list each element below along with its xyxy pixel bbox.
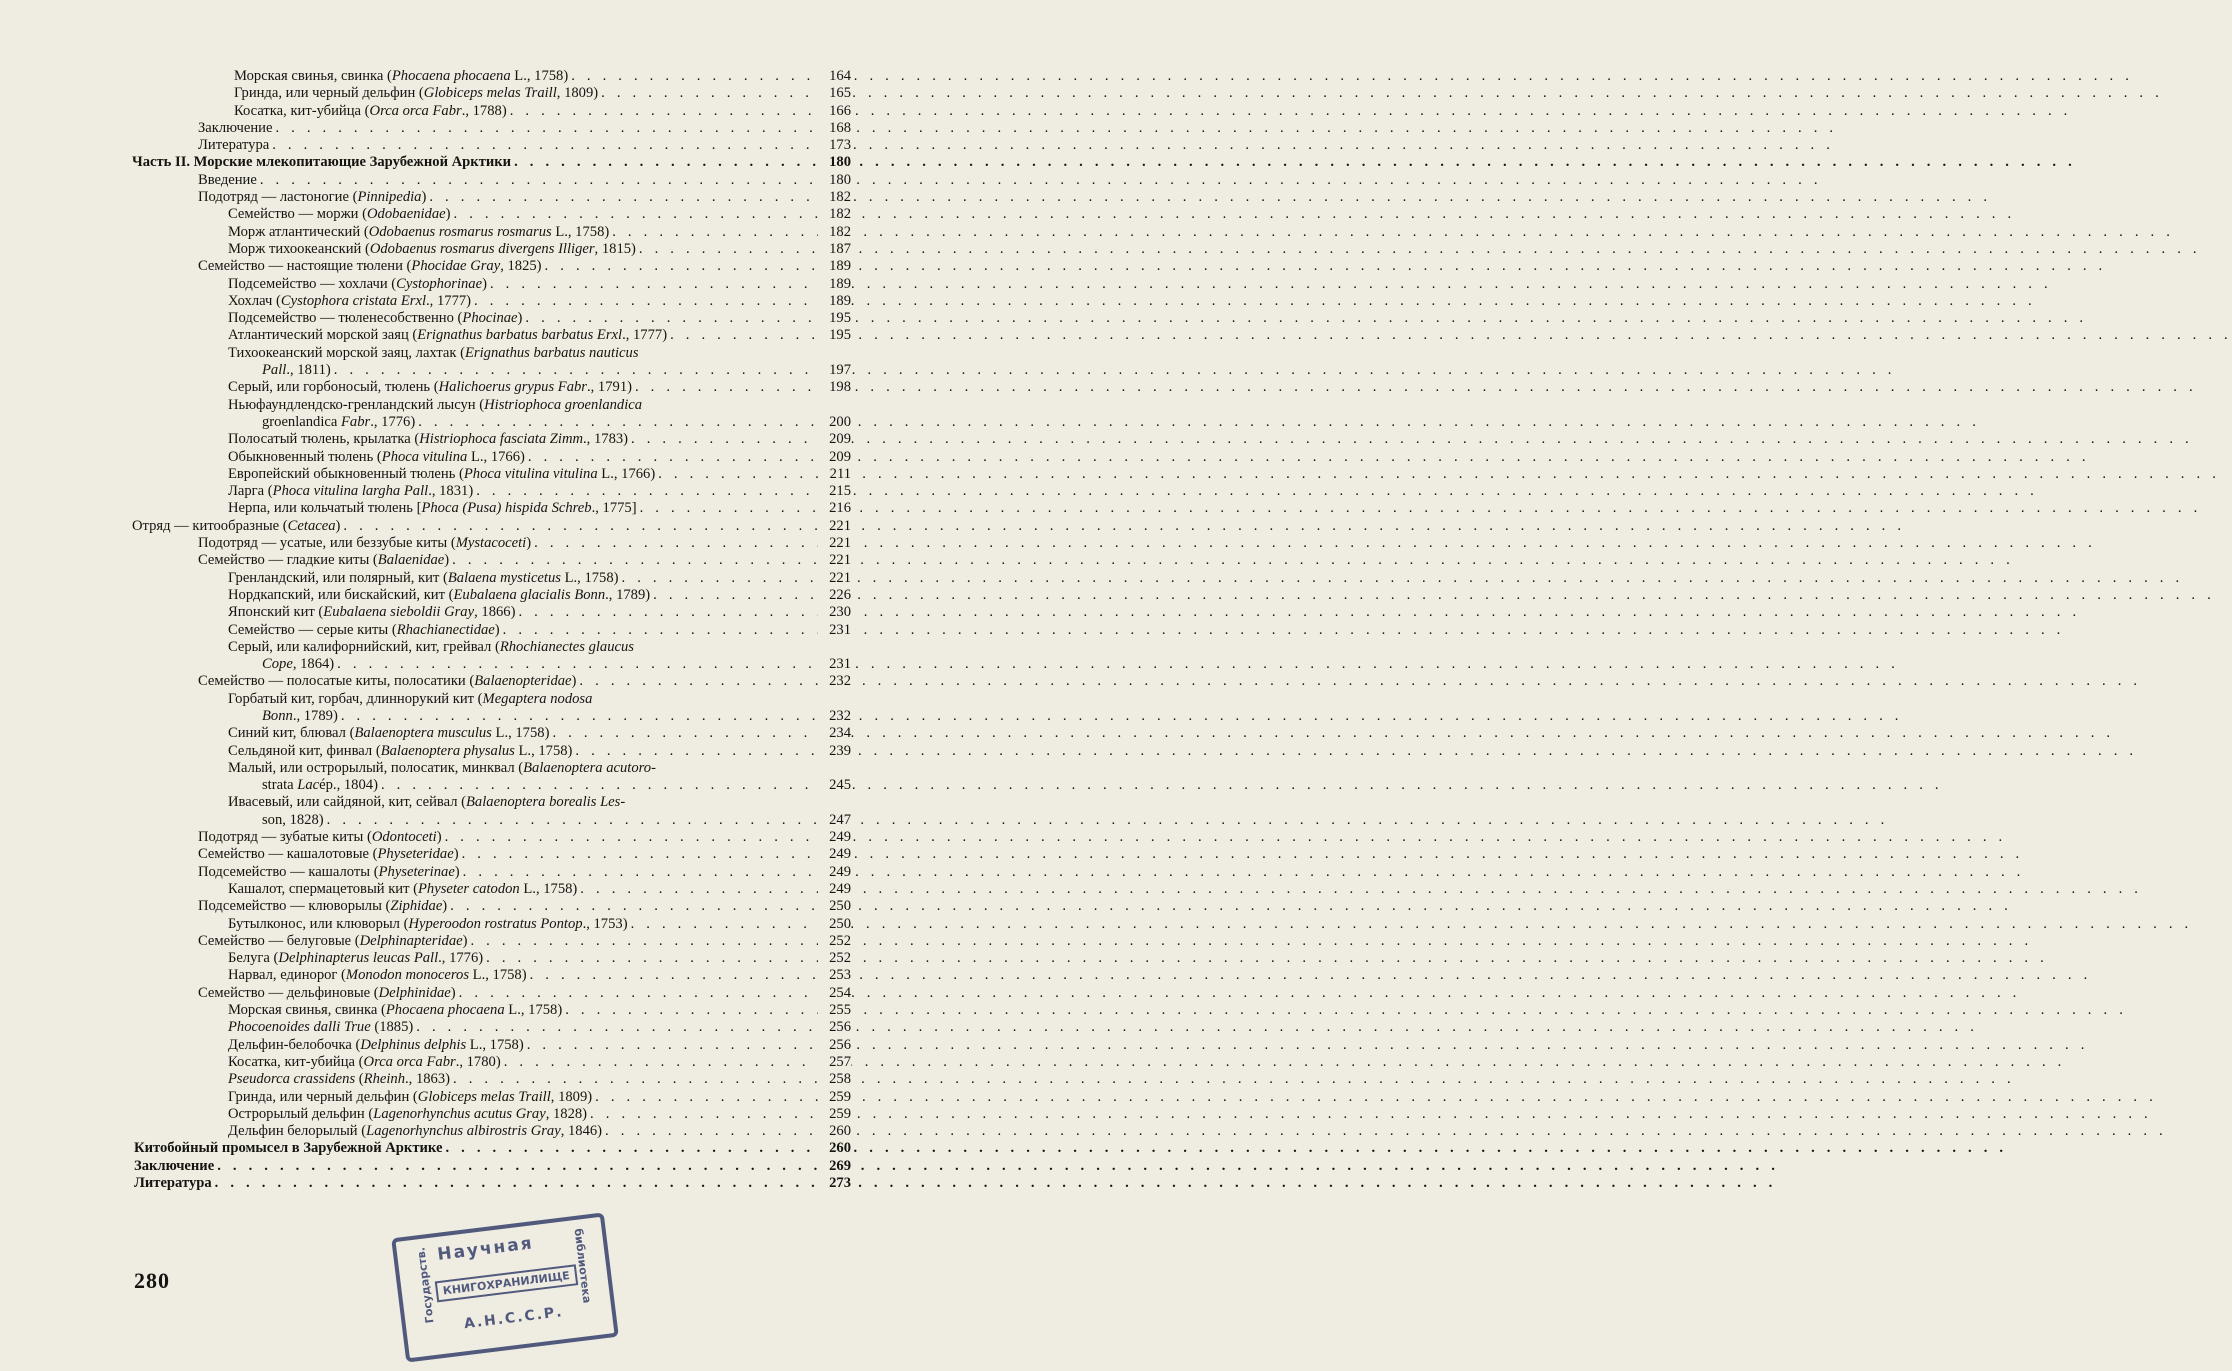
stamp-line-3: А.Н.С.С.Р.	[463, 1304, 565, 1333]
toc-entry-page: 259	[818, 1106, 851, 1123]
leader-dots	[592, 1089, 818, 1106]
leader-dots	[212, 1175, 818, 1192]
toc-entry-title: Дельфин белорылый (Lagenorhynchus albirostris Gray, 1846)	[228, 1123, 603, 1140]
toc-entry-title: Семейство — серые киты (Rhachianectidae)	[228, 621, 500, 638]
toc-entry-title: Морж тихоокеанский (Odobaenus rosmarus divergens Illiger, 1815)	[228, 240, 636, 257]
table-of-contents	[0, 68, 869, 1192]
toc-entry	[0, 639, 869, 674]
toc-entry-page: 252	[818, 950, 851, 967]
toc-entry	[0, 1089, 869, 1106]
toc-entry-title: Семейство — полосатые киты, полосатики (Balaenopteridae)	[198, 673, 577, 690]
leader-dots	[549, 725, 818, 742]
toc-entry-page: 166	[818, 103, 851, 120]
toc-entry-page: 197	[818, 362, 851, 379]
toc-entry	[0, 466, 869, 483]
toc-entry-title-continued: groenlandica Fabr., 1776)	[262, 413, 416, 430]
toc-entry-title: Часть II. Морские млекопитающие Зарубежной Арктики	[132, 154, 512, 171]
toc-entry	[0, 570, 869, 587]
stamp-line-2: КНИГОХРАНИЛИЩЕ	[435, 1264, 578, 1302]
toc-entry-title: Острорылый дельфин (Lagenorhynchus acutus Gray, 1828)	[228, 1105, 588, 1122]
toc-entry-title: Phocoenoides dalli True (1885)	[228, 1019, 414, 1036]
toc-entry-page: 198	[818, 379, 851, 396]
toc-entry-title: Белуга (Delphinapterus leucas Pall., 1776)	[228, 950, 484, 967]
toc-entry-title: Литература	[134, 1175, 212, 1191]
leader-dots	[471, 293, 818, 310]
toc-entry-page: 253	[818, 967, 851, 984]
toc-entry	[0, 1002, 869, 1019]
toc-entry-page: 232	[818, 673, 851, 690]
library-stamp	[391, 1212, 619, 1362]
toc-entry-title-continued: Bonn., 1789)	[262, 707, 338, 724]
toc-entry-title: Литература	[198, 137, 270, 154]
toc-entry-page: 182	[818, 224, 851, 241]
toc-entry-page: 165	[818, 85, 851, 102]
toc-entry	[0, 950, 869, 967]
toc-entry	[0, 1071, 869, 1088]
toc-entry	[0, 933, 869, 950]
toc-entry-page: 221	[818, 570, 851, 587]
toc-entry-title: Сельдяной кит, финвал (Balaenoptera physalus L., 1758)	[228, 742, 573, 759]
stamp-left-text: Госудaрств.	[414, 1246, 437, 1324]
toc-entry-page: 195	[818, 310, 851, 327]
leader-dots	[456, 985, 818, 1002]
toc-entry-page: 249	[818, 846, 851, 863]
toc-entry-title: Малый, или острорылый, полосатик, минквал (Balaenoptera acutoro-	[228, 759, 656, 776]
toc-entry-page: 164	[818, 68, 851, 85]
leader-dots	[340, 518, 818, 535]
toc-entry-title: Косатка, кит-убийца (Orca orca Fabr., 1788)	[234, 102, 507, 119]
toc-entry	[0, 241, 869, 258]
toc-entry-title: Японский кит (Eubalaena sieboldii Gray, 1866)	[228, 604, 516, 621]
leader-dots	[568, 68, 818, 85]
toc-entry-page: 273	[818, 1175, 851, 1192]
leader-dots	[487, 276, 818, 293]
leader-dots	[413, 1019, 818, 1036]
toc-entry-title: Семейство — кашалотовые (Physeteridae)	[198, 846, 459, 863]
toc-entry	[0, 725, 869, 742]
leader-dots	[257, 172, 818, 189]
toc-entry-title: Морж атлантический (Odobaenus rosmarus rosmarus L., 1758)	[228, 223, 610, 240]
toc-entry-page: 216	[818, 500, 851, 517]
toc-entry-title: Хохлач (Cystophora cristata Erxl., 1777)	[228, 292, 472, 309]
toc-entry-title: Гренландский, или полярный, кит (Balaena mysticetus L., 1758)	[228, 569, 619, 586]
toc-entry-page: 209	[818, 449, 851, 466]
toc-entry	[0, 68, 869, 85]
leader-dots	[378, 777, 818, 794]
toc-entry-page: 249	[818, 881, 851, 898]
toc-entry	[0, 120, 869, 137]
leader-dots	[576, 673, 818, 690]
toc-entry-title: Серый, или горбоносый, тюлень (Halichoerus grypus Fabr., 1791)	[228, 379, 632, 396]
toc-entry-page: 269	[818, 1158, 851, 1175]
toc-entry-page: 221	[818, 552, 851, 569]
toc-entry-title: Семейство — гладкие киты (Balaenidae)	[198, 552, 450, 569]
toc-entry-title: Подотряд — зубатые киты (Odontoceti)	[198, 829, 442, 846]
leader-dots	[338, 708, 818, 725]
toc-entry-page: 247	[818, 812, 851, 829]
leader-dots	[334, 656, 818, 673]
stamp-right-text: библиотека	[571, 1227, 594, 1304]
leader-dots	[467, 933, 818, 950]
toc-entry-page: 200	[818, 414, 851, 431]
leader-dots	[272, 120, 818, 137]
toc-entry	[0, 137, 869, 154]
toc-entry-page: 250	[818, 898, 851, 915]
toc-entry-page: 209	[818, 431, 851, 448]
page-number: 280	[134, 1268, 170, 1293]
toc-entry	[0, 864, 869, 881]
toc-entry	[0, 224, 869, 241]
toc-entry	[0, 622, 869, 639]
toc-entry-title: Обыкновенный тюлень (Phoca vitulina L., 1766)	[228, 448, 525, 465]
leader-dots	[572, 743, 818, 760]
toc-entry	[0, 258, 869, 275]
leader-dots	[459, 846, 818, 863]
toc-entry-title: Семейство — моржи (Odobaenidae)	[228, 206, 451, 223]
leader-dots	[447, 898, 818, 915]
toc-entry	[0, 103, 869, 120]
toc-entry	[0, 397, 869, 432]
stamp-line-1: Научная	[436, 1233, 535, 1265]
toc-entry-page: 231	[818, 656, 851, 673]
leader-dots	[650, 587, 818, 604]
toc-entry	[0, 1019, 869, 1036]
toc-entry	[0, 604, 869, 621]
toc-entry-title: Атлантический морской заяц (Erignathus barbatus barbatus Erxl., 1777)	[228, 327, 668, 344]
toc-entry-page: 252	[818, 933, 851, 950]
toc-entry	[0, 500, 869, 517]
toc-entry-page: 256	[818, 1019, 851, 1036]
toc-entry-title: Подсемейство — клюворылы (Ziphidae)	[198, 898, 448, 915]
leader-dots	[451, 206, 819, 223]
toc-entry	[0, 449, 869, 466]
toc-entry-title: Ивасевый, или сайдяной, кит, сейвал (Balaenoptera borealis Les-	[228, 794, 626, 811]
leader-dots	[442, 829, 818, 846]
toc-entry-title: Дельфин-белобочка (Delphinus delphis L., 1758)	[228, 1036, 524, 1053]
toc-entry-title: Горбатый кит, горбач, длиннорукий кит (Megaptera nodosa	[228, 690, 593, 707]
toc-entry	[0, 552, 869, 569]
toc-entry-page: 211	[818, 466, 851, 483]
toc-entry-page: 231	[818, 622, 851, 639]
toc-entry-title: Подсемейство — кашалоты (Physeterinae)	[198, 863, 460, 880]
toc-entry	[0, 846, 869, 863]
toc-entry-title: Отряд — китообразные (Cetacea)	[132, 517, 341, 534]
toc-entry	[0, 587, 869, 604]
toc-entry	[0, 1037, 869, 1054]
toc-entry-page: 234	[818, 725, 851, 742]
toc-entry-title: Гринда, или черный дельфин (Globiceps melas Traill, 1809)	[228, 1088, 593, 1105]
toc-entry	[0, 1175, 869, 1192]
toc-entry	[0, 276, 869, 293]
toc-entry-title-continued: strata Lacép., 1804)	[262, 777, 378, 794]
leader-dots	[269, 137, 818, 154]
toc-entry-title-continued: son, 1828)	[262, 811, 324, 828]
leader-dots	[450, 1071, 818, 1088]
toc-entry-title: Тихоокеанский морской заяц, лахтак (Erignathus barbatus nauticus	[228, 344, 639, 361]
toc-entry	[0, 431, 869, 448]
toc-entry-page: 259	[818, 1089, 851, 1106]
toc-entry-title: Синий кит, блювал (Balaenoptera musculus L., 1758)	[228, 725, 550, 742]
toc-entry-title: Полосатый тюлень, крылатка (Histriophoca fasciata Zimm., 1783)	[228, 431, 629, 448]
toc-entry-page: 255	[818, 1002, 851, 1019]
leader-dots	[637, 500, 818, 517]
leader-dots	[331, 362, 818, 379]
toc-entry-page: 256	[818, 1037, 851, 1054]
toc-entry	[0, 293, 869, 310]
leader-dots	[460, 864, 818, 881]
leader-dots	[473, 483, 818, 500]
toc-entry	[0, 189, 869, 206]
toc-entry-title: Подотряд — усатые, или беззубые киты (Mystacoceti)	[198, 535, 532, 552]
toc-entry-title: Заключение	[134, 1157, 215, 1174]
toc-entry-page: 180	[818, 154, 851, 171]
toc-entry-title: Подсемейство — тюленесобственно (Phocinae)	[228, 310, 523, 327]
leader-dots	[214, 1158, 818, 1175]
toc-entry-title: Подотряд — ластоногие (Pinnipedia)	[198, 189, 427, 206]
toc-entry	[0, 345, 869, 380]
toc-entry-page: 232	[818, 708, 851, 725]
leader-dots	[587, 1106, 818, 1123]
toc-entry	[0, 1106, 869, 1123]
toc-entry-title: Кашалот, спермацетовый кит (Physeter catodon L., 1758)	[228, 880, 578, 897]
toc-entry-page: 182	[818, 206, 851, 223]
toc-entry-title: Бутылконос, или клюворыл (Hyperoodon rostratus Pontop., 1753)	[228, 915, 628, 932]
leader-dots	[527, 967, 818, 984]
leader-dots	[522, 310, 818, 327]
leader-dots	[501, 1054, 818, 1071]
toc-entry-title: Семейство — белуговые (Delphinapteridae)	[198, 932, 468, 949]
leader-dots	[449, 552, 818, 569]
toc-entry-title: Семейство — дельфиновые (Delphinidae)	[198, 984, 456, 1001]
leader-dots	[667, 327, 818, 344]
toc-entry-page: 180	[818, 172, 851, 189]
toc-entry	[0, 760, 869, 795]
leader-dots	[602, 1123, 818, 1140]
toc-entry-page: 195	[818, 327, 851, 344]
toc-entry-title: Заключение	[198, 119, 273, 136]
toc-entry-page: 168	[818, 120, 851, 137]
leader-dots	[507, 103, 818, 120]
toc-entry	[0, 673, 869, 690]
toc-entry	[0, 535, 869, 552]
toc-entry-title-continued: Pall., 1811)	[262, 362, 331, 379]
toc-entry-title: Нерпа, или кольчатый тюлень [Phoca (Pusa) hispida Schreb., 1775]	[228, 500, 637, 517]
toc-entry-page: 254	[818, 985, 851, 1002]
toc-entry-page: 257	[818, 1054, 851, 1071]
toc-entry-page: 189	[818, 258, 851, 275]
leader-dots	[483, 950, 818, 967]
toc-entry	[0, 743, 869, 760]
toc-entry	[0, 206, 869, 223]
leader-dots	[525, 449, 818, 466]
toc-entry-page: 173	[818, 137, 851, 154]
leader-dots	[655, 466, 818, 483]
toc-entry-page: 260	[818, 1123, 851, 1140]
toc-entry-title: Подсемейство — хохлачи (Cystophorinae)	[228, 275, 487, 292]
toc-entry	[0, 379, 869, 396]
toc-entry	[0, 985, 869, 1002]
toc-entry	[0, 1123, 869, 1140]
toc-entry	[0, 829, 869, 846]
toc-entry-page: 249	[818, 864, 851, 881]
toc-entry-page: 215	[818, 483, 851, 500]
leader-dots	[619, 570, 819, 587]
toc-entry-title: Гринда, или черный дельфин (Globiceps melas Traill, 1809)	[234, 85, 599, 102]
toc-entry-title: Нордкапский, или бискайский, кит (Eubalaena glacialis Bonn., 1789)	[228, 586, 651, 603]
toc-entry	[0, 1054, 869, 1071]
leader-dots	[524, 1037, 818, 1054]
toc-entry-page: 245	[818, 777, 851, 794]
leader-dots	[531, 535, 818, 552]
toc-entry-page: 221	[818, 535, 851, 552]
toc-entry-title: Введение	[198, 171, 257, 188]
toc-entry	[0, 327, 869, 344]
toc-entry	[0, 916, 869, 933]
toc-entry	[0, 794, 869, 829]
leader-dots	[598, 85, 818, 102]
leader-dots	[511, 154, 818, 171]
toc-entry	[0, 310, 869, 327]
toc-entry-title: Морская свинья, свинка (Phocaena phocaena L., 1758)	[234, 68, 569, 84]
toc-entry	[0, 172, 869, 189]
toc-entry-page: 230	[818, 604, 851, 621]
toc-entry	[0, 483, 869, 500]
toc-entry	[0, 85, 869, 102]
leader-dots	[542, 258, 818, 275]
leader-dots	[515, 604, 818, 621]
toc-entry	[0, 518, 869, 535]
leader-dots	[632, 379, 818, 396]
toc-entry-page: 226	[818, 587, 851, 604]
leader-dots	[562, 1002, 818, 1019]
toc-entry-title: Ньюфаундлендско-гренландский лысун (Histriophoca groenlandica	[228, 396, 643, 413]
toc-entry-title-continued: Cope, 1864)	[262, 656, 335, 673]
toc-entry-page: 182	[818, 189, 851, 206]
toc-entry	[0, 967, 869, 984]
leader-dots	[442, 1140, 818, 1157]
toc-entry-page: 250	[818, 916, 851, 933]
leader-dots	[636, 241, 818, 258]
toc-entry-page: 189	[818, 276, 851, 293]
toc-entry-title: Pseudorca crassidens (Rheinh., 1863)	[228, 1071, 450, 1088]
toc-entry-title: Европейский обыкновенный тюлень (Phoca vitulina vitulina L., 1766)	[228, 465, 656, 482]
toc-entry-page: 239	[818, 743, 851, 760]
toc-entry-title: Нарвал, единорог (Monodon monoceros L., 1758)	[228, 967, 527, 984]
toc-entry	[0, 881, 869, 898]
toc-entry-title: Ларга (Phoca vitulina largha Pall., 1831)	[228, 483, 474, 500]
leader-dots	[324, 812, 818, 829]
toc-entry	[0, 154, 869, 171]
leader-dots	[500, 622, 818, 639]
toc-entry-page: 189	[818, 293, 851, 310]
toc-entry	[0, 1140, 869, 1157]
toc-entry-page: 249	[818, 829, 851, 846]
toc-entry	[0, 1158, 869, 1175]
toc-entry-title: Серый, или калифорнийский, кит, грейвал (Rhochianectes glaucus	[228, 638, 634, 655]
leader-dots	[426, 189, 818, 206]
toc-entry-page: 258	[818, 1071, 851, 1088]
toc-entry-title: Семейство — настоящие тюлени (Phocidae Gray, 1825)	[198, 258, 542, 275]
toc-entry-title: Морская свинья, свинка (Phocaena phocaena L., 1758)	[228, 1002, 563, 1019]
toc-entry-title: Китобойный промысел в Зарубежной Арктике	[134, 1140, 443, 1157]
toc-entry	[0, 898, 869, 915]
toc-entry-page: 221	[818, 518, 851, 535]
toc-entry-page: 260	[818, 1140, 851, 1157]
leader-dots	[609, 224, 818, 241]
leader-dots	[628, 916, 818, 933]
leader-dots	[415, 414, 818, 431]
leader-dots	[577, 881, 818, 898]
toc-entry-title: Косатка, кит-убийца (Orca orca Fabr., 1780)	[228, 1053, 501, 1070]
leader-dots	[628, 431, 818, 448]
toc-entry	[0, 691, 869, 726]
toc-entry-page: 187	[818, 241, 851, 258]
